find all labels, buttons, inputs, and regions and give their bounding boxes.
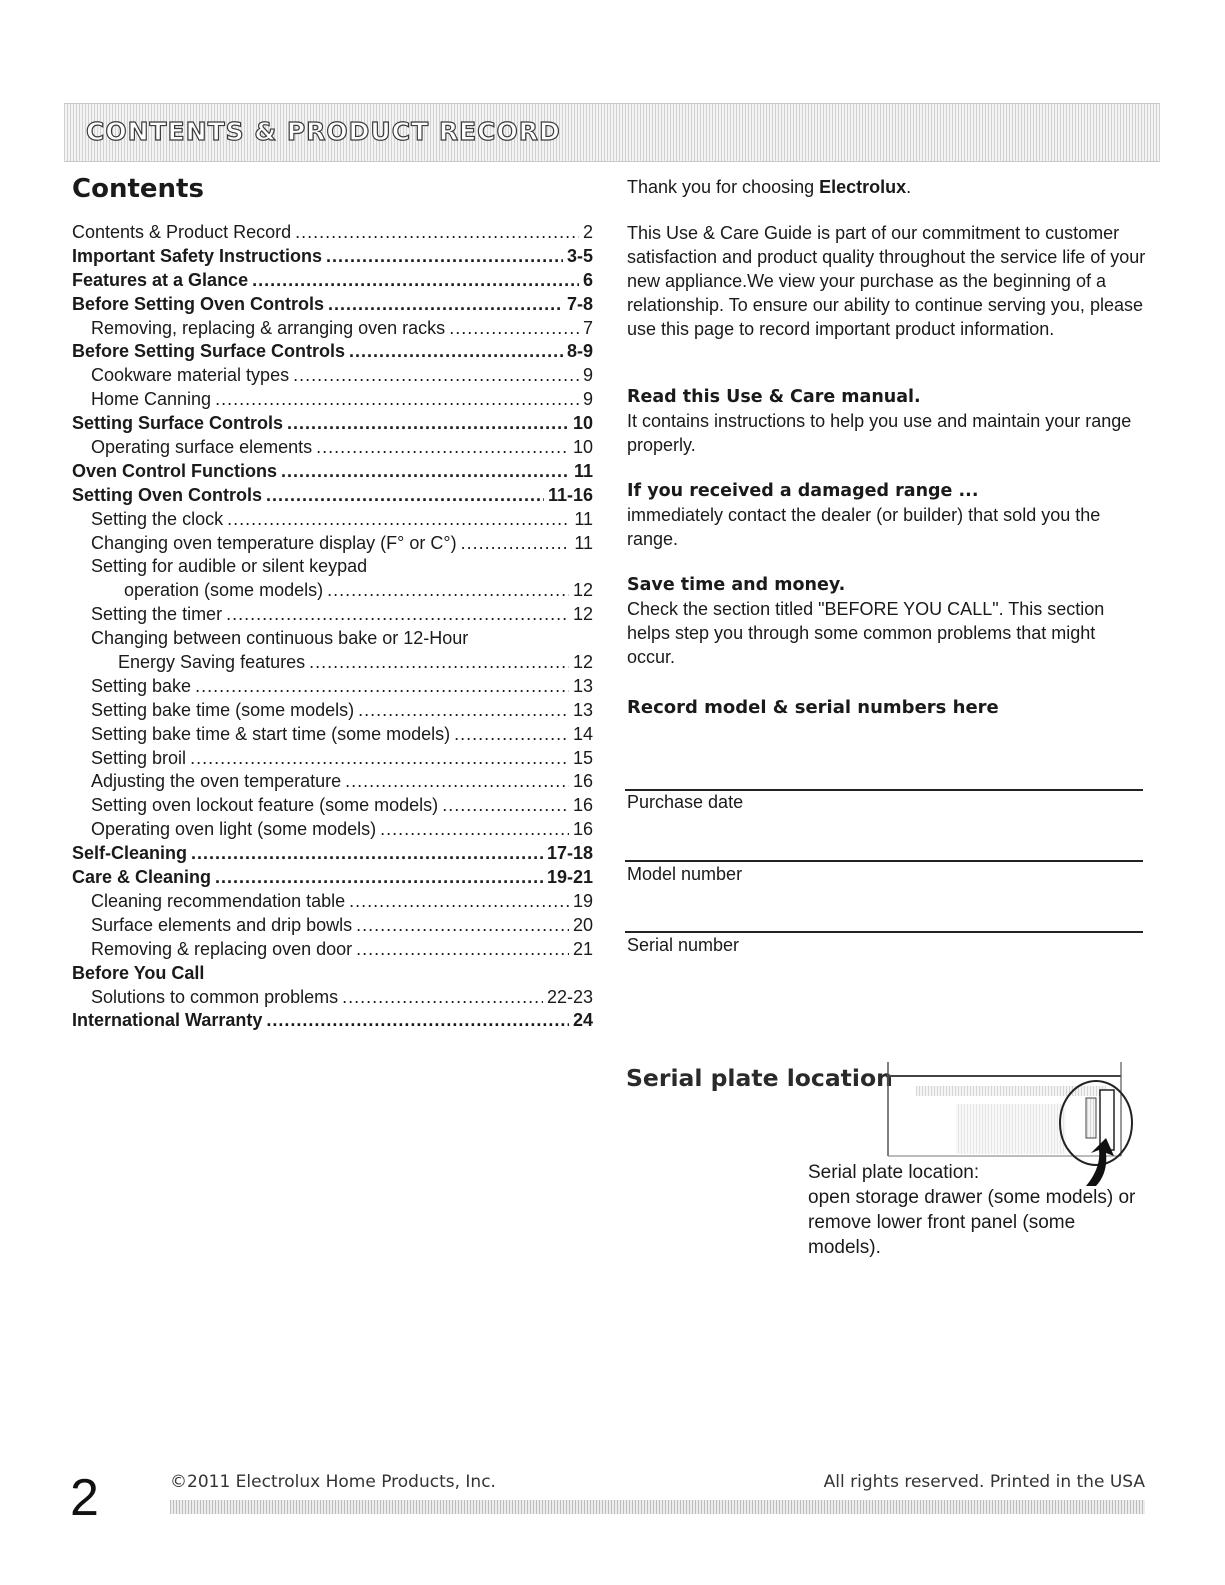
toc-entry <box>72 914 593 938</box>
toc-entry-title: Setting broil <box>91 747 187 768</box>
toc-entry <box>72 651 593 675</box>
serial-number-label: Serial number <box>627 935 740 955</box>
thanks-suffix: . <box>906 177 912 197</box>
title-banner <box>64 103 1160 162</box>
toc-entry <box>72 269 593 293</box>
toc-entry-page: 9 <box>582 365 593 386</box>
toc-dot-leader <box>226 603 569 627</box>
toc-entry-title: Setting for audible or silent keypad <box>91 556 368 577</box>
toc-entry-title: Before You Call <box>72 962 205 983</box>
copyright-text: ©2011 Electrolux Home Products, Inc. <box>170 1472 496 1492</box>
toc-entry-page: 10 <box>572 437 593 458</box>
toc-dot-leader <box>293 364 579 388</box>
record-heading: Record model & serial numbers here <box>627 697 999 718</box>
purchase-date-label: Purchase date <box>627 792 744 812</box>
toc-entry-title: Cookware material types <box>91 365 290 386</box>
toc-entry-page: 20 <box>572 914 593 935</box>
toc-entry <box>72 412 593 436</box>
section-body: immediately contact the dealer (or builder) that sold you the range. <box>627 505 1101 549</box>
toc-entry <box>72 579 593 603</box>
toc-entry-title: Self-Cleaning <box>72 843 188 864</box>
toc-entry-page: 13 <box>572 675 593 696</box>
toc-entry <box>72 555 593 579</box>
toc-entry-title: Before Setting Oven Controls <box>72 293 325 314</box>
toc-dot-leader <box>215 388 579 412</box>
toc-entry <box>72 460 593 484</box>
toc-entry <box>72 436 593 460</box>
toc-dot-leader <box>461 532 571 556</box>
toc-entry-page: 11-16 <box>547 484 593 505</box>
toc-entry-title: Removing, replacing & arranging oven racks <box>91 317 446 338</box>
toc-entry <box>72 1009 593 1033</box>
toc-entry-page: 10 <box>572 413 593 434</box>
toc-entry-title: Changing oven temperature display (F° or C°) <box>91 532 457 553</box>
toc-entry-page: 13 <box>572 699 593 720</box>
toc-entry-title: Setting oven lockout feature (some models) <box>91 795 439 816</box>
section-body: Check the section titled "BEFORE YOU CALL". This section helps step you through some common problems that might occur. <box>627 599 1105 667</box>
footer-rule <box>170 1500 1145 1514</box>
section-save-time <box>627 573 1147 669</box>
toc-dot-leader <box>356 914 569 938</box>
toc-entry <box>72 484 593 508</box>
toc-entry-page: 6 <box>582 269 593 290</box>
toc-entry-title: Before Setting Surface Controls <box>72 341 346 362</box>
toc-entry <box>72 388 593 412</box>
toc-entry-page: 17-18 <box>546 843 593 864</box>
model-number-line <box>625 860 1143 862</box>
toc-entry-title: Surface elements and drip bowls <box>91 914 353 935</box>
banner-title: CONTENTS & PRODUCT RECORD <box>86 117 561 146</box>
toc-entry-title: Care & Cleaning <box>72 867 212 888</box>
toc-entry <box>72 818 593 842</box>
toc-dot-leader <box>449 317 579 341</box>
toc-entry-title: Adjusting the oven temperature <box>91 771 342 792</box>
toc-entry <box>72 747 593 771</box>
toc-entry-title: Home Canning <box>91 389 212 410</box>
toc-dot-leader <box>454 723 569 747</box>
serial-number-line <box>625 931 1143 933</box>
toc-entry-title: Operating surface elements <box>91 437 313 458</box>
toc-dot-leader <box>316 436 569 460</box>
toc-entry-title: International Warranty <box>72 1010 263 1031</box>
toc-entry-page: 16 <box>572 771 593 792</box>
toc-dot-leader <box>295 221 579 245</box>
toc-entry-title: Setting the clock <box>91 508 224 529</box>
toc-entry <box>72 508 593 532</box>
toc-entry-title: Contents & Product Record <box>72 222 292 242</box>
toc-entry-page: 12 <box>572 652 593 673</box>
purchase-date-line <box>625 789 1143 791</box>
toc-entry-page: 12 <box>572 580 593 601</box>
toc-entry-page: 11 <box>574 532 593 553</box>
toc-entry-page: 14 <box>572 723 593 744</box>
toc-entry-page: 7 <box>582 317 593 338</box>
page-number: 2 <box>70 1469 99 1527</box>
toc-dot-leader <box>215 866 543 890</box>
toc-entry <box>72 866 593 890</box>
toc-dot-leader <box>309 651 569 675</box>
section-heading: Save time and money. <box>627 575 846 595</box>
toc-entry-page: 22-23 <box>546 986 593 1007</box>
toc-entry <box>72 675 593 699</box>
section-damaged-range <box>627 479 1147 551</box>
section-heading: If you received a damaged range ... <box>627 481 979 501</box>
toc-entry <box>72 699 593 723</box>
toc-entry-title: Changing between continuous bake or 12-Hour <box>91 628 469 649</box>
toc-entry-page: 8-9 <box>566 341 593 362</box>
model-number-label: Model number <box>627 864 743 884</box>
caption-line: remove lower front panel (some models). <box>808 1212 1076 1258</box>
toc-entry-title: Solutions to common problems <box>91 986 339 1007</box>
toc-entry-page: 19 <box>572 890 593 911</box>
toc-entry-page: 12 <box>572 604 593 625</box>
toc-entry <box>72 890 593 914</box>
intro-column <box>627 175 1147 691</box>
rights-text: All rights reserved. Printed in the USA <box>823 1472 1145 1492</box>
toc-dot-leader <box>342 986 543 1010</box>
toc-entry-title: Cleaning recommendation table <box>91 890 346 911</box>
toc-entry <box>72 293 593 317</box>
toc-entry <box>72 603 593 627</box>
toc-entry-page: 11 <box>574 508 593 529</box>
toc-entry-page: 16 <box>572 819 593 840</box>
toc-dot-leader <box>349 890 569 914</box>
toc-entry-page: 24 <box>572 1010 593 1031</box>
toc-entry <box>72 532 593 556</box>
toc-entry <box>72 340 593 364</box>
toc-entry-title: Energy Saving features <box>118 652 306 673</box>
toc-entry-page: 7-8 <box>566 293 593 314</box>
thanks-line <box>627 175 1147 199</box>
section-heading: Read this Use & Care manual. <box>627 387 921 407</box>
toc-dot-leader <box>190 747 569 771</box>
toc-dot-leader <box>287 412 569 436</box>
toc-dot-leader <box>442 794 569 818</box>
toc-entry <box>72 986 593 1010</box>
toc-entry <box>72 794 593 818</box>
toc-entry-title: operation (some models) <box>124 580 324 601</box>
toc-dot-leader <box>191 842 543 866</box>
caption-line: open storage drawer (some models) or <box>808 1187 1136 1208</box>
toc-entry-page: 15 <box>572 747 593 768</box>
toc-dot-leader <box>195 675 569 699</box>
serial-plate-heading: Serial plate location <box>626 1064 893 1092</box>
caption-line: Serial plate location: <box>808 1162 980 1183</box>
toc-dot-leader <box>358 699 569 723</box>
toc-entry-title: Features at a Glance <box>72 269 249 290</box>
toc-entry-title: Important Safety Instructions <box>72 245 323 266</box>
toc-entry-title: Setting the timer <box>91 604 223 625</box>
toc-entry <box>72 962 593 986</box>
toc-entry <box>72 364 593 388</box>
toc-dot-leader <box>266 484 544 508</box>
toc-entry-title: Setting bake time (some models) <box>91 699 355 720</box>
toc-dot-leader <box>266 1009 569 1033</box>
section-body: It contains instructions to help you use and maintain your range properly. <box>627 411 1132 455</box>
toc-dot-leader <box>281 460 570 484</box>
thanks-prefix: Thank you for choosing <box>627 177 820 197</box>
intro-paragraph: This Use & Care Guide is part of our commitment to customer satisfaction and product quality throughout the service life of your new appliance.We view your purchase as the beginning of a relationship. To ensure our ability to continue serving you, please use this page to record important product information. <box>627 223 1146 339</box>
toc-entry-title: Operating oven light (some models) <box>91 819 377 840</box>
contents-heading: Contents <box>72 174 204 204</box>
toc-entry-title: Removing & replacing oven door <box>91 938 353 959</box>
toc-entry-page: 11 <box>573 460 593 481</box>
toc-dot-leader <box>326 245 563 269</box>
toc-entry-title: Oven Control Functions <box>72 460 277 481</box>
toc-entry-title: Setting bake time & start time (some models) <box>91 723 451 744</box>
toc-entry-title: Setting Oven Controls <box>72 484 263 505</box>
toc-dot-leader <box>327 579 569 603</box>
toc-dot-leader <box>349 340 563 364</box>
toc-entry-page: 19-21 <box>546 867 593 888</box>
toc-entry-title: Setting bake <box>91 675 192 696</box>
brand-name: Electrolux <box>819 177 907 197</box>
section-read-manual <box>627 385 1147 457</box>
toc-entry-page: 3-5 <box>566 245 593 266</box>
toc-entry-title: Setting Surface Controls <box>72 413 284 434</box>
toc-entry <box>72 221 593 245</box>
toc-entry <box>72 723 593 747</box>
toc-dot-leader <box>380 818 569 842</box>
table-of-contents <box>72 221 593 1033</box>
toc-dot-leader <box>252 269 579 293</box>
toc-entry <box>72 770 593 794</box>
toc-dot-leader <box>345 770 569 794</box>
toc-entry <box>72 938 593 962</box>
toc-dot-leader <box>356 938 569 962</box>
toc-entry <box>72 317 593 341</box>
toc-dot-leader <box>328 293 563 317</box>
toc-entry <box>72 245 593 269</box>
serial-plate-caption <box>808 1160 1153 1260</box>
toc-entry-page: 9 <box>582 389 593 410</box>
toc-entry <box>72 842 593 866</box>
toc-entry <box>72 627 593 651</box>
toc-entry-page: 2 <box>582 222 593 242</box>
toc-dot-leader <box>227 508 570 532</box>
toc-entry-page: 16 <box>572 795 593 816</box>
toc-entry-page: 21 <box>572 938 593 959</box>
